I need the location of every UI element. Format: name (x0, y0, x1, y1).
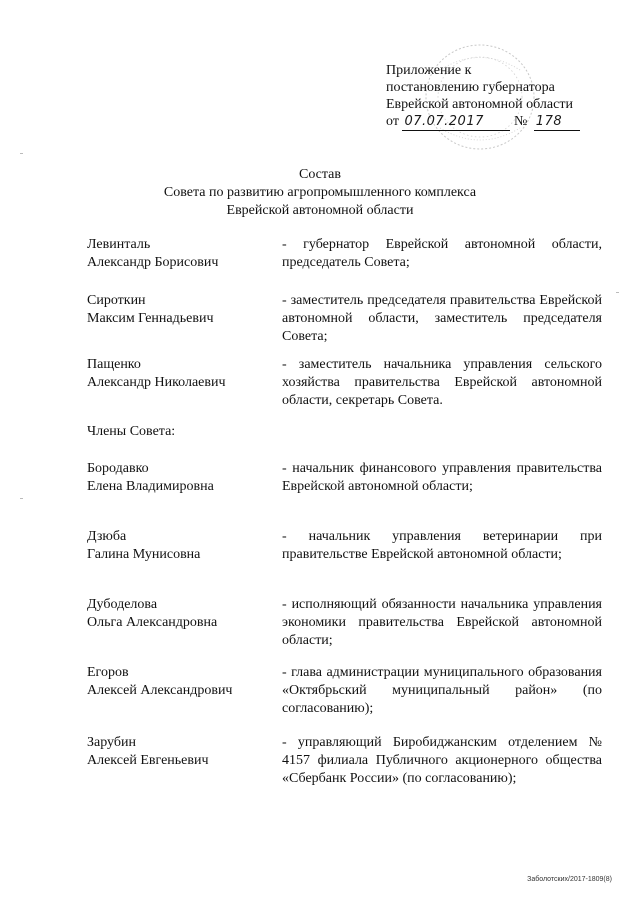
person-name (87, 292, 277, 328)
person-role: - заместитель председателя правительства Еврейской автономной области, заместитель председателя Совета; (282, 293, 602, 344)
person-name (87, 356, 277, 392)
person-role: - начальник управления ветеринарии при правительстве Еврейской автономной области; (282, 529, 602, 562)
surname: Пащенко (87, 357, 141, 372)
given-names: Алексей Александрович (87, 683, 233, 698)
resolution-number: 178 (534, 113, 580, 131)
given-names: Елена Владимировна (87, 479, 214, 494)
person-name (87, 236, 277, 272)
attachment-line-3: Еврейской автономной области (386, 97, 573, 112)
surname: Сироткин (87, 293, 146, 308)
surname: Левинталь (87, 237, 151, 252)
attachment-block (386, 62, 601, 131)
title-line-2: Совета по развитию агропромышленного комплекса (163, 185, 477, 200)
surname: Бородавко (87, 461, 149, 476)
number-sign: № (513, 114, 528, 129)
person-name (87, 664, 277, 700)
person-role: - губернатор Еврейской автономной области, председатель Совета; (282, 237, 602, 270)
scan-mark (616, 292, 619, 293)
person-role: - заместитель начальника управления сельского хозяйства правительства Еврейской автономной области, секретарь Совета. (282, 357, 602, 408)
person-name (87, 596, 277, 632)
members-label: Члены Совета: (87, 424, 176, 439)
person-role: - начальник финансового управления правительства Еврейской автономной области; (282, 461, 602, 494)
surname: Дзюба (87, 529, 127, 544)
surname: Егоров (87, 665, 129, 680)
title-line-3: Еврейской автономной области (226, 203, 414, 218)
person-role: - исполняющий обязанности начальника управления экономики правительства Еврейской автономной области; (282, 597, 602, 648)
footer-reference: Заболотских/2017-1809(8) (527, 876, 612, 883)
person-role: - глава администрации муниципального образования «Октябрьский муниципальный район» (по согласованию); (282, 665, 602, 716)
given-names: Александр Борисович (87, 255, 219, 270)
given-names: Ольга Александровна (87, 615, 218, 630)
document-title (0, 166, 640, 220)
person-name (87, 460, 277, 496)
given-names: Максим Геннадьевич (87, 311, 214, 326)
title-line-1: Состав (298, 167, 341, 182)
resolution-date: 07.07.2017 (402, 113, 510, 131)
from-prefix: от (386, 114, 399, 129)
person-name (87, 734, 277, 770)
surname: Дубоделова (87, 597, 158, 612)
person-name (87, 528, 277, 564)
surname: Зарубин (87, 735, 136, 750)
scan-mark (20, 153, 23, 154)
attachment-line-1: Приложение к (386, 63, 472, 78)
attachment-date-line (386, 113, 601, 131)
attachment-line-2: постановлению губернатора (386, 80, 555, 95)
given-names: Галина Мунисовна (87, 547, 201, 562)
given-names: Александр Николаевич (87, 375, 226, 390)
scan-mark (20, 498, 23, 499)
person-role: - управляющий Биробиджанским отделением № 4157 филиала Публичного акционерного общества «Сбербанк России» (по согласованию); (282, 735, 602, 786)
given-names: Алексей Евгеньевич (87, 753, 209, 768)
